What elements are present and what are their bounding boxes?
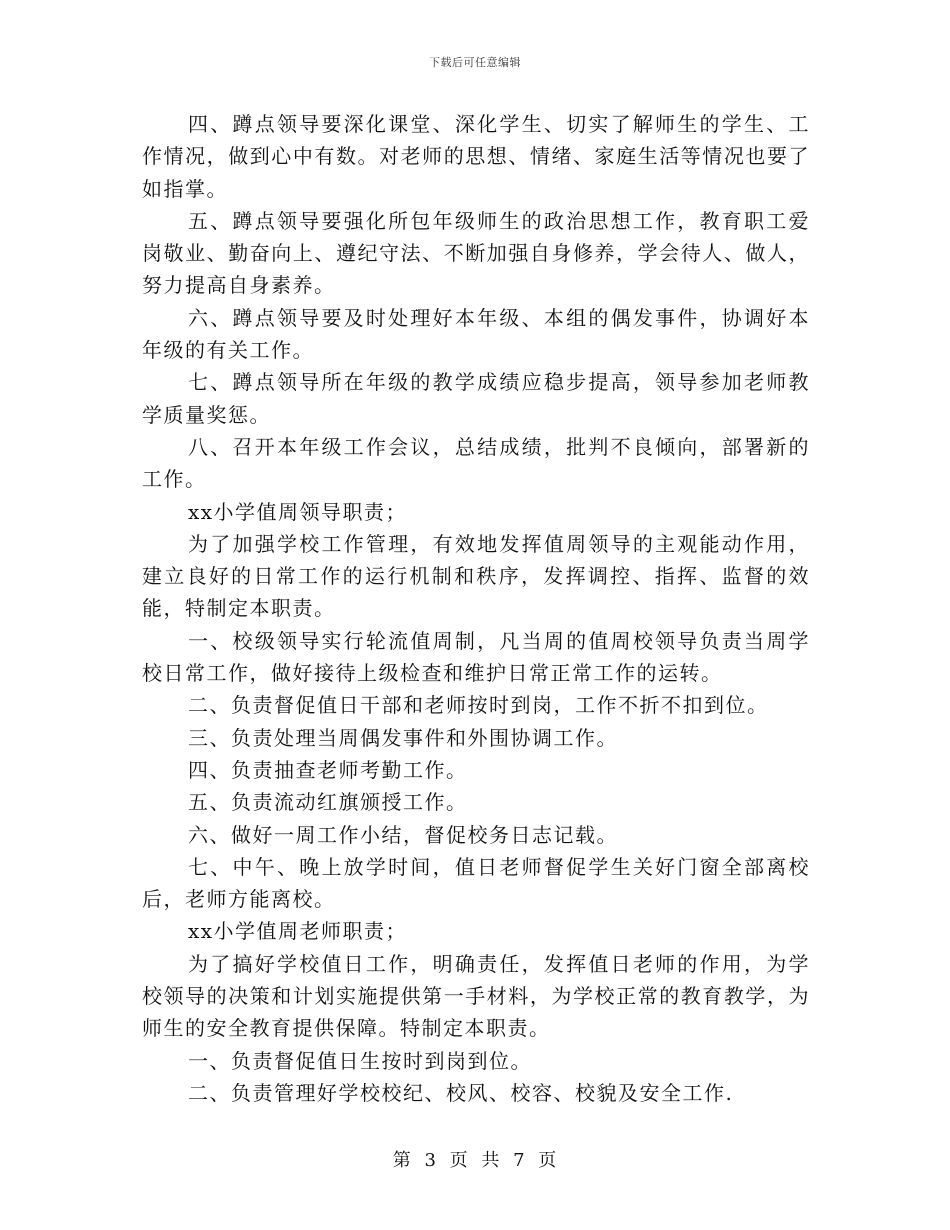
paragraph: 二、负责督促值日干部和老师按时到岗，工作不折不扣到位。 (188, 693, 769, 718)
paragraph: 二、负责管理好学校校纪、校风、校容、校貌及安全工作. (188, 1080, 734, 1105)
paragraph: 为了加强学校工作管理，有效地发挥值周领导的主观能动作用，建立良好的日常工作的运行机制和秩序，发挥调控、指挥、监督的效能，特制定本职责。 (142, 531, 810, 621)
paragraph: 六、做好一周工作小结，督促校务日志记载。 (188, 822, 618, 847)
paragraph: 四、负责抽查老师考勤工作。 (188, 757, 468, 782)
paragraph: 为了搞好学校值日工作，明确责任，发挥值日老师的作用，为学校领导的决策和计划实施提供第一手材料，为学校正常的教育教学，为师生的安全教育提供保障。特制定本职责。 (142, 951, 810, 1041)
page-header: 下载后可任意编辑 (429, 56, 521, 69)
paragraph: 一、校级领导实行轮流值周制，凡当周的值周校领导负责当周学校日常工作，做好接待上级检查和维护日常正常工作的运转。 (142, 628, 810, 686)
section-heading: xx小学值周领导职责； (188, 499, 408, 524)
page-number: 第 3 页 共 7 页 (392, 1150, 558, 1171)
paragraph: 七、蹲点领导所在年级的教学成绩应稳步提高，领导参加老师教学质量奖惩。 (142, 370, 810, 427)
paragraph: 八、召开本年级工作会议，总结成绩，批判不良倾向，部署新的工作。 (142, 434, 810, 492)
paragraph: 四、蹲点领导要深化课堂、深化学生、切实了解师生的学生、工作情况，做到心中有数。对老师的思想、情绪、家庭生活等情况也要了如指掌。 (142, 112, 810, 201)
paragraph: 五、负责流动红旗颁授工作。 (188, 790, 468, 815)
paragraph: 三、负责处理当周偶发事件和外围协调工作。 (188, 725, 618, 750)
document-body (142, 108, 810, 1109)
paragraph: 七、中午、晚上放学时间，值日老师督促学生关好门窗全部离校后，老师方能离校。 (142, 854, 810, 912)
section-heading: xx小学值周老师职责； (188, 919, 408, 944)
paragraph: 六、蹲点领导要及时处理好本年级、本组的偶发事件，协调好本年级的有关工作。 (142, 305, 810, 363)
paragraph: 五、蹲点领导要强化所包年级师生的政治思想工作，教育职工爱岗敬业、勤奋向上、遵纪守法、不断加强自身修养，学会待人、做人，努力提高自身素养。 (142, 208, 810, 298)
paragraph: 一、负责督促值日生按时到岗到位。 (188, 1048, 532, 1073)
